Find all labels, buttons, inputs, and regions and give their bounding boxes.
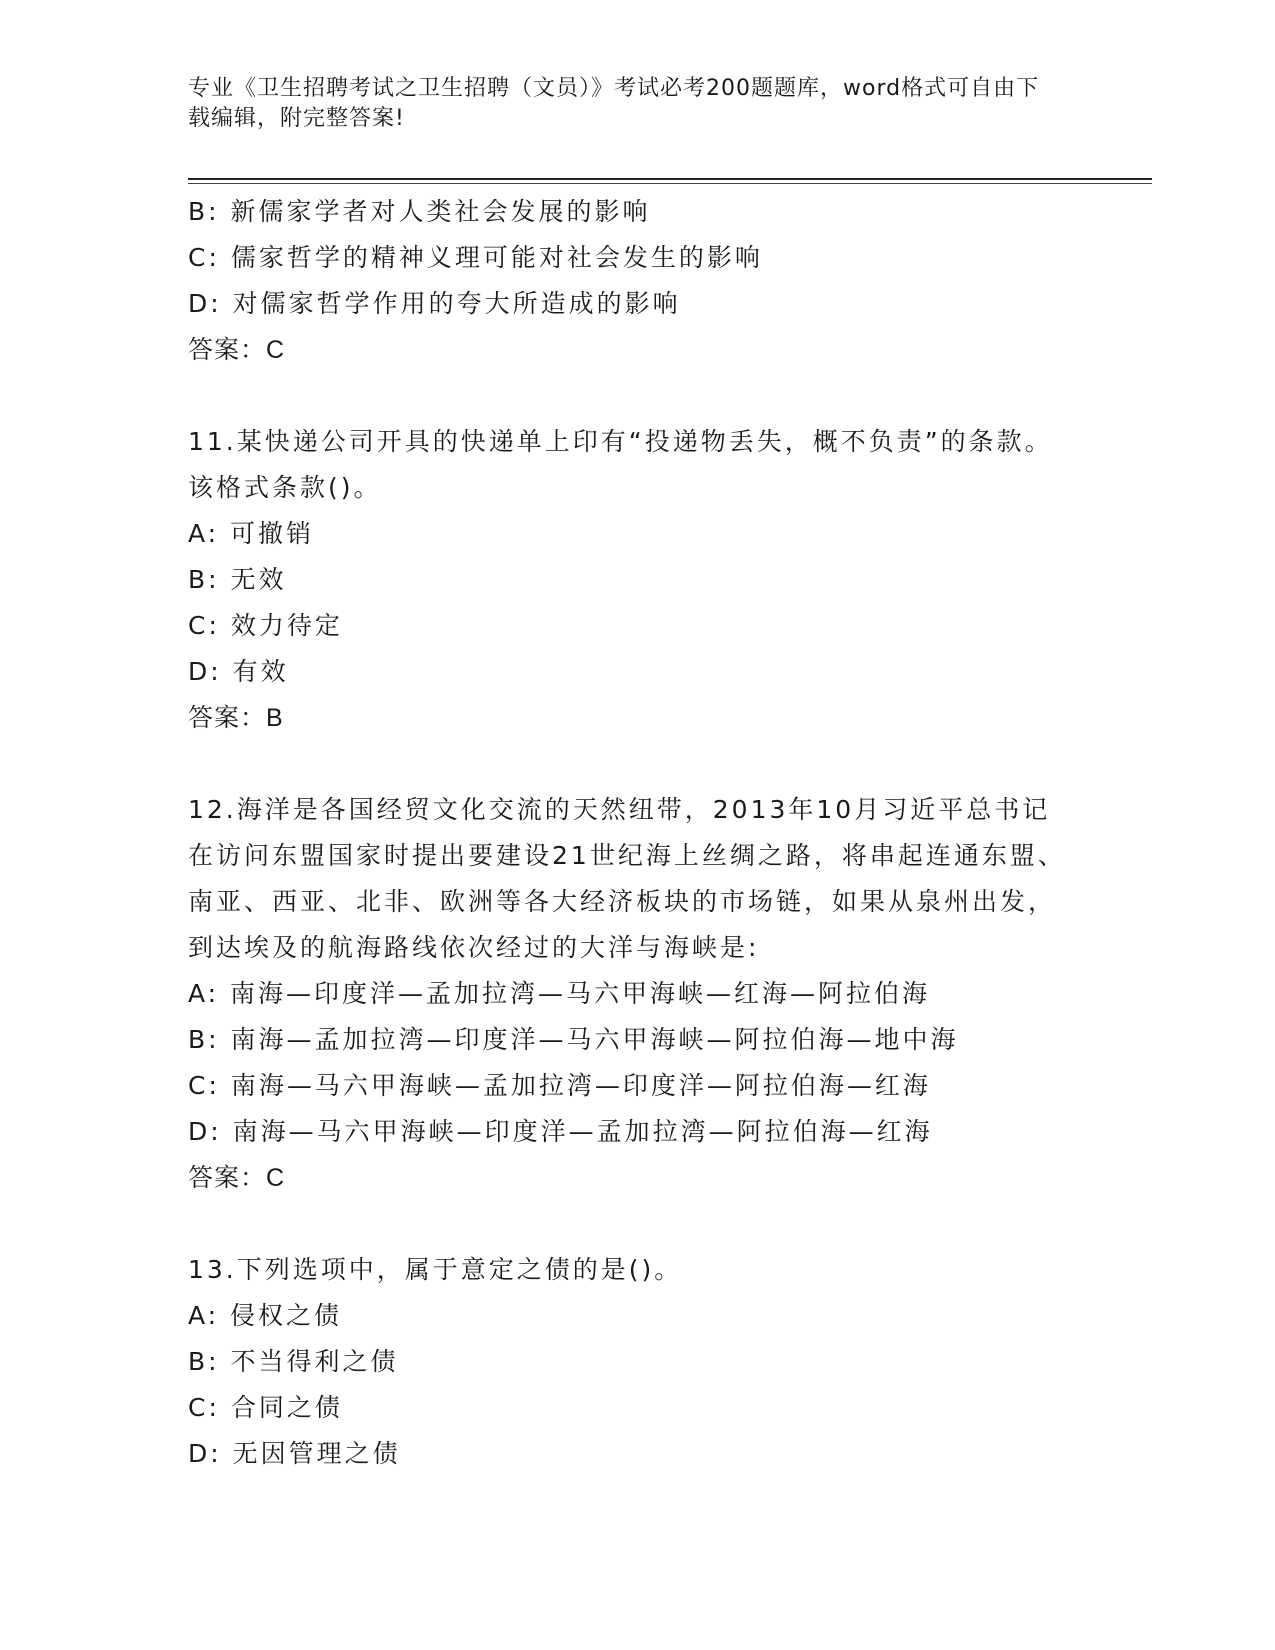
question-spacer — [188, 1201, 1088, 1247]
option-a: A: 南海—印度洋—孟加拉湾—马六甲海峡—红海—阿拉伯海 — [188, 979, 931, 1008]
option-d: D: 南海—马六甲海峡—印度洋—孟加拉湾—阿拉伯海—红海 — [188, 1117, 933, 1146]
question-spacer — [188, 741, 1088, 787]
option-d: D: 对儒家哲学作用的夸大所造成的影响 — [188, 289, 681, 318]
option-c: C: 效力待定 — [188, 611, 343, 640]
option-d: D: 有效 — [188, 657, 289, 686]
option-c: C: 合同之债 — [188, 1393, 343, 1422]
document-header: 专业《卫生招聘考试之卫生招聘（文员）》考试必考200题题库，word格式可自由下载编辑，附完整答案! — [188, 76, 1040, 131]
option-c: C: 儒家哲学的精神义理可能对社会发生的影响 — [188, 243, 763, 272]
question-stem: 11.某快递公司开具的快递单上印有“投递物丢失，概不负责”的条款。该格式条款()。 — [188, 427, 1053, 502]
option-a: A: 可撤销 — [188, 519, 315, 548]
question-spacer — [188, 373, 1088, 419]
question-12 — [188, 787, 1088, 1201]
question-stem: 13.下列选项中，属于意定之债的是()。 — [188, 1255, 683, 1284]
question-content — [188, 189, 1088, 1477]
answer-line: 答案：C — [188, 336, 286, 364]
option-b: B: 南海—孟加拉湾—印度洋—马六甲海峡—阿拉伯海—地中海 — [188, 1025, 959, 1054]
question-stem: 12.海洋是各国经贸文化交流的天然纽带，2013年10月习近平总书记在访问东盟国家时提出要建设21世纪海上丝绸之路，将串起连通东盟、南亚、西亚、北非、欧洲等各大经济板块的市场链，如果从泉州出发，到达埃及的航海路线依次经过的大洋与海峡是: — [188, 795, 1066, 962]
option-b: B: 新儒家学者对人类社会发展的影响 — [188, 197, 651, 226]
option-a: A: 侵权之债 — [188, 1301, 343, 1330]
question-11 — [188, 419, 1088, 741]
header-divider-thick — [188, 178, 1152, 180]
option-c: C: 南海—马六甲海峡—孟加拉湾—印度洋—阿拉伯海—红海 — [188, 1071, 931, 1100]
answer-line: 答案：C — [188, 1164, 286, 1192]
option-d: D: 无因管理之债 — [188, 1439, 401, 1468]
answer-line: 答案：B — [188, 704, 284, 732]
header-divider-thin — [188, 183, 1152, 184]
option-b: B: 不当得利之债 — [188, 1347, 399, 1376]
partial-question — [188, 189, 1088, 373]
option-b: B: 无效 — [188, 565, 287, 594]
question-13 — [188, 1247, 1088, 1477]
